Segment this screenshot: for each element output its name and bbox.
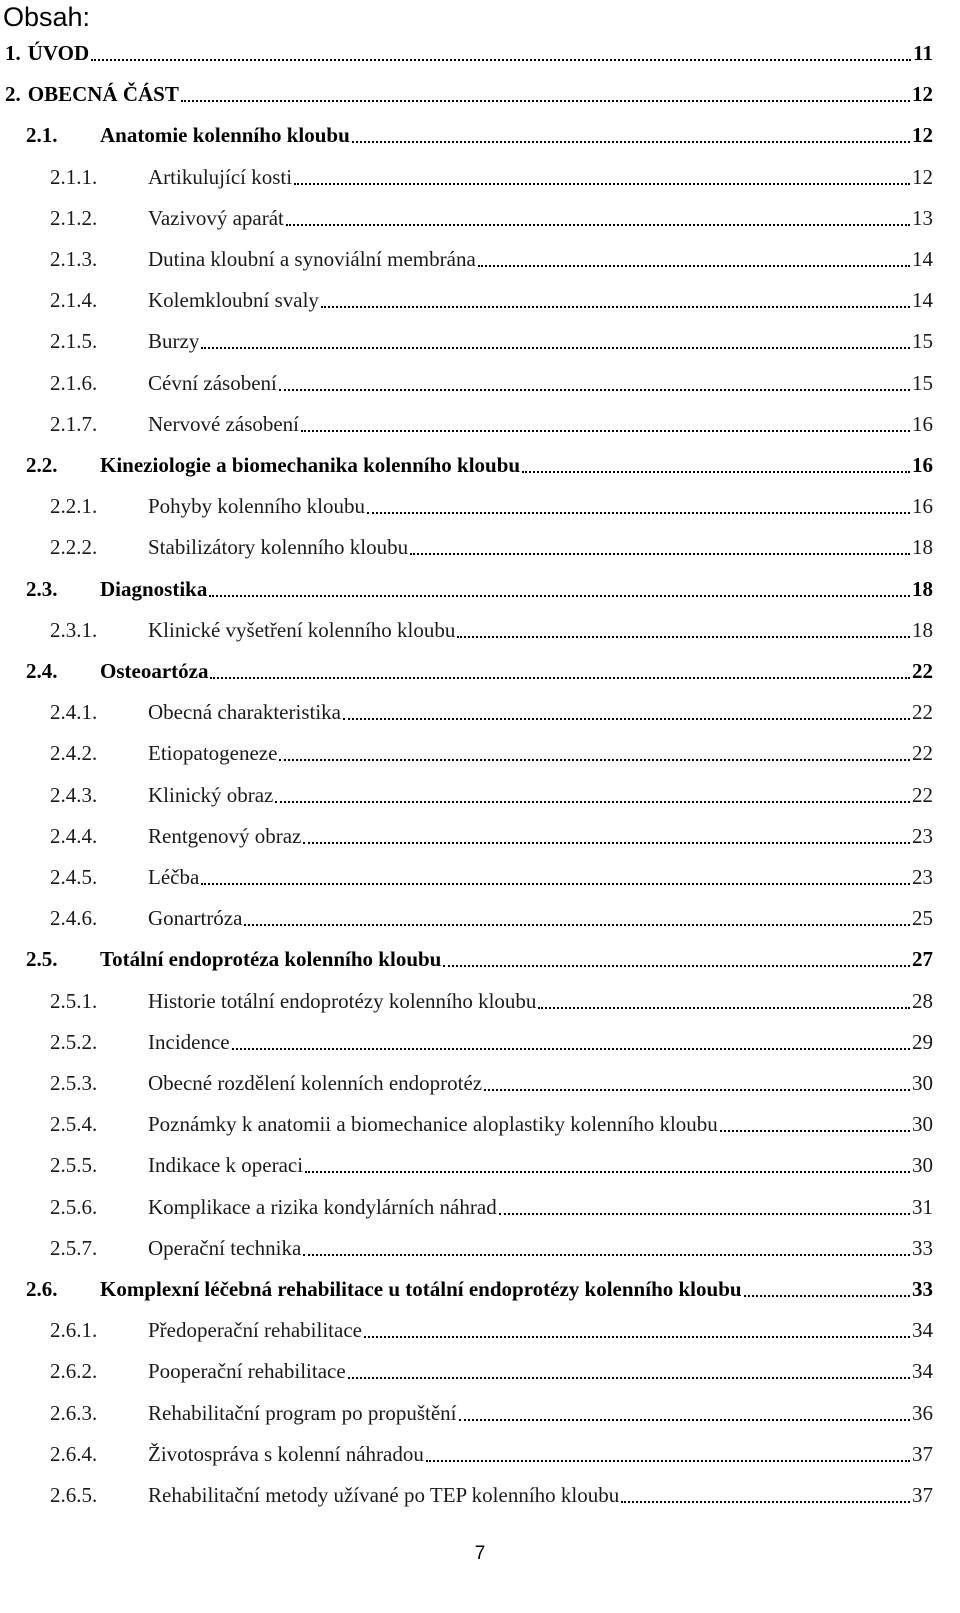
toc-dot-leader [744,1295,910,1297]
toc-dot-leader [367,512,910,514]
toc-entry[interactable] [5,77,933,107]
toc-dot-leader [303,1254,910,1256]
toc-entry-title: Anatomie kolenního kloubu [100,123,350,148]
toc-entry-page: 12 [912,82,933,107]
toc-entry[interactable] [26,654,933,684]
toc-dot-leader [232,1048,910,1050]
toc-entry[interactable] [50,1231,933,1261]
toc-entry-number: 2.5.7. [50,1235,98,1260]
toc-entry-number: 2.1.2. [50,205,98,230]
toc-entry-title: Rehabilitační program po propuštění [148,1400,457,1425]
toc-entry-title: Obecné rozdělení kolenních endoprotéz [148,1071,483,1095]
toc-dot-leader [352,141,910,143]
toc-entry-page: 12 [912,123,933,148]
toc-entry[interactable] [50,324,933,354]
toc-entry-title: Vazivový aparát [148,205,284,230]
toc-entry-title: Nervové zásobení [148,411,300,436]
toc-dot-leader [538,1007,910,1009]
toc-dot-leader [279,759,910,761]
toc-entry-number: 2.5. [26,947,58,972]
toc-entry-page: 18 [912,535,933,560]
toc-entry[interactable] [50,407,933,437]
toc-entry-number: 2.1.7. [50,411,98,436]
toc-entry-number: 2.1. [26,123,58,148]
toc-dot-leader [499,1213,910,1215]
toc-entry[interactable] [50,1107,933,1137]
toc-entry-page: 22 [912,700,933,725]
toc-entry-title: Operační technika [148,1235,302,1260]
toc-entry-page: 33 [912,1235,933,1260]
toc-entry-title: Stabilizátory kolenního kloubu [148,535,409,560]
toc-entry-page: 15 [912,370,933,395]
toc-entry-number: 2.4.4. [50,823,98,848]
toc-entry-page: 23 [912,823,933,848]
toc-entry-title: Gonartróza [148,906,243,931]
toc-entry[interactable] [50,695,933,725]
toc-entry-page: 22 [912,659,933,683]
toc-entry-title: Historie totální endoprotézy kolenního kloubu [148,988,537,1013]
toc-entry-page: 36 [912,1400,933,1425]
toc-entry-number: 2.6.5. [50,1483,98,1507]
page-title: Obsah: [3,2,91,32]
toc-entry-page: 16 [912,453,933,477]
toc-entry-title: Klinické vyšetření kolenního kloubu [148,617,456,642]
toc-entry-number: 2.4.2. [50,741,98,766]
toc-entry-page: 30 [912,1112,933,1137]
toc-entry-number: 2.5.6. [50,1194,98,1219]
toc-entry-number: 2.5.3. [50,1071,98,1095]
toc-dot-leader [201,883,910,885]
toc-dot-leader [621,1501,910,1503]
toc-entry-title: Pohyby kolenního kloubu [148,494,366,519]
toc-entry-number: 2.5.2. [50,1029,98,1054]
toc-entry-page: 31 [912,1194,933,1219]
toc-dot-leader [321,306,910,308]
toc-dot-leader [275,801,910,803]
toc-entry-number: 2.4. [26,659,58,683]
toc-entry-title: Životospráva s kolenní náhradou [148,1441,424,1466]
toc-entry[interactable] [26,448,933,478]
toc-entry-page: 30 [912,1153,933,1178]
toc-dot-leader [348,1377,910,1379]
toc-entry[interactable] [26,572,933,602]
toc-entry-page: 22 [912,782,933,807]
toc-entry-number: 2. [5,82,21,107]
toc-entry-title: Etiopatogeneze [148,741,278,766]
toc-entry[interactable] [50,1190,933,1220]
toc-entry[interactable] [50,984,933,1014]
toc-entry-title: Indikace k operaci [148,1153,304,1178]
toc-entry[interactable] [50,1478,933,1508]
toc-entry-title: OBECNÁ ČÁST [27,82,179,107]
toc-entry-title: Obecná charakteristika [148,700,341,725]
toc-dot-leader [426,1460,910,1462]
toc-entry-number: 2.3.1. [50,617,98,642]
toc-entry-number: 2.6.2. [50,1359,98,1384]
toc-dot-leader [209,595,910,597]
toc-entry-page: 15 [912,329,933,354]
toc-entry-title: Cévní zásobení [148,370,277,395]
toc-entry-number: 2.1.4. [50,288,98,313]
toc-entry[interactable] [50,366,933,396]
toc-entry-title: Léčba [148,865,200,889]
toc-dot-leader [294,183,910,185]
toc-entry[interactable] [50,1025,933,1055]
toc-entry-title: Rentgenový obraz [148,823,302,848]
toc-entry-page: 22 [912,741,933,766]
toc-entry-number: 2.6.4. [50,1441,98,1466]
toc-entry-number: 2.2.1. [50,494,98,519]
toc-entry-number: 2.1.5. [50,329,98,354]
toc-entry[interactable] [50,160,933,190]
toc-dot-leader [459,1419,910,1421]
toc-entry[interactable] [50,201,933,231]
toc-entry-title: Rehabilitační metody užívané po TEP kolenního kloubu [148,1483,620,1507]
toc-dot-leader [210,677,910,679]
toc-dot-leader [343,718,910,720]
toc-entry-title: Klinický obraz [148,782,274,807]
toc-entry-page: 27 [912,947,933,972]
toc-entry-page: 30 [912,1071,933,1095]
toc-entry[interactable] [50,242,933,272]
toc-dot-leader [484,1089,910,1091]
toc-entry-page: 34 [912,1318,933,1343]
toc-entry[interactable] [50,613,933,643]
toc-entry-number: 2.6.3. [50,1400,98,1425]
toc-entry-number: 2.1.3. [50,247,98,271]
toc-entry-page: 28 [912,988,933,1013]
toc-entry-title: ÚVOD [27,41,90,65]
toc-entry-number: 2.2.2. [50,535,98,560]
toc-dot-leader [443,965,910,967]
toc-entry-number: 2.4.1. [50,700,98,725]
toc-entry-number: 2.4.6. [50,906,98,931]
toc-entry-title: Kolemkloubní svaly [148,288,319,313]
toc-entry-page: 29 [912,1029,933,1054]
toc-dot-leader [91,59,911,61]
toc-entry-page: 23 [912,865,933,889]
toc-entry[interactable] [50,1354,933,1384]
toc-entry-title: Incidence [148,1029,230,1054]
toc-entry-page: 14 [912,288,933,313]
toc-entry[interactable] [50,901,933,931]
toc-entry[interactable] [50,1437,933,1467]
toc-entry-title: Artikulující kosti [148,164,293,189]
toc-entry[interactable] [50,1066,933,1096]
toc-dot-leader [279,389,910,391]
toc-entry-number: 2.1.1. [50,164,98,189]
toc-entry[interactable] [26,118,933,148]
toc-dot-leader [286,224,910,226]
toc-entry-number: 2.4.3. [50,782,98,807]
toc-entry-title: Kineziologie a biomechanika kolenního kloubu [100,453,521,477]
toc-dot-leader [478,265,910,267]
toc-entry[interactable] [50,489,933,519]
toc-dot-leader [244,924,910,926]
toc-entry-title: Komplexní léčebná rehabilitace u totální endoprotézy kolenního kloubu [100,1277,742,1301]
toc-entry[interactable] [50,819,933,849]
toc-entry[interactable] [5,36,933,66]
toc-dot-leader [201,347,910,349]
toc-entry-page: 34 [912,1359,933,1384]
toc-entry-page: 37 [912,1441,933,1466]
toc-entry[interactable] [50,283,933,313]
toc-entry-page: 16 [912,494,933,519]
toc-entry-title: Předoperační rehabilitace [148,1318,362,1343]
toc-entry-number: 2.6.1. [50,1318,98,1343]
toc-entry[interactable] [50,530,933,560]
toc-entry[interactable] [50,736,933,766]
toc-entry-page: 18 [912,617,933,642]
toc-entry-title: Poznámky k anatomii a biomechanice aloplastiky kolenního kloubu [148,1112,718,1137]
toc-entry-title: Burzy [148,329,200,354]
toc-entry-page: 14 [912,247,933,271]
toc-entry-number: 2.5.1. [50,988,98,1013]
toc-entry-page: 37 [912,1483,933,1507]
toc-entry-page: 18 [912,576,933,601]
toc-dot-leader [522,471,910,473]
toc-dot-leader [181,100,910,102]
toc-entry-title: Pooperační rehabilitace [148,1359,346,1384]
toc-entry[interactable] [50,778,933,808]
toc-entry[interactable] [50,860,933,890]
toc-entry-page: 12 [912,164,933,189]
toc-dot-leader [720,1130,910,1132]
toc-entry-page: 33 [912,1277,933,1301]
toc-entry[interactable] [26,1272,933,1302]
page-number: 7 [474,1543,486,1564]
toc-entry-title: Komplikace a rizika kondylárních náhrad [148,1194,497,1219]
toc-entry-page: 16 [912,411,933,436]
toc-dot-leader [305,1171,910,1173]
toc-entry-number: 2.3. [26,576,58,601]
toc-entry-page: 25 [912,906,933,931]
toc-entry-title: Dutina kloubní a synoviální membrána [148,247,476,271]
toc-entry-title: Osteoartóza [100,659,209,683]
toc-entry-number: 2.1.6. [50,370,98,395]
toc-entry-number: 2.5.5. [50,1153,98,1178]
toc-dot-leader [301,430,910,432]
toc-dot-leader [457,636,910,638]
toc-entry[interactable] [26,942,933,972]
toc-dot-leader [303,842,910,844]
toc-entry-title: Diagnostika [100,576,208,601]
toc-entry-title: Totální endoprotéza kolenního kloubu [100,947,442,972]
toc-entry[interactable] [50,1148,933,1178]
toc-dot-leader [410,553,910,555]
toc-entry-number: 2.2. [26,453,58,477]
toc-entry-number: 2.6. [26,1277,58,1301]
toc-entry[interactable] [50,1313,933,1343]
toc-entry[interactable] [50,1396,933,1426]
toc-entry-number: 2.5.4. [50,1112,98,1137]
toc-dot-leader [364,1336,910,1338]
toc-entry-number: 1. [5,41,21,65]
toc-entry-page: 13 [912,205,933,230]
toc-entry-number: 2.4.5. [50,865,98,889]
toc-entry-page: 11 [913,41,933,65]
